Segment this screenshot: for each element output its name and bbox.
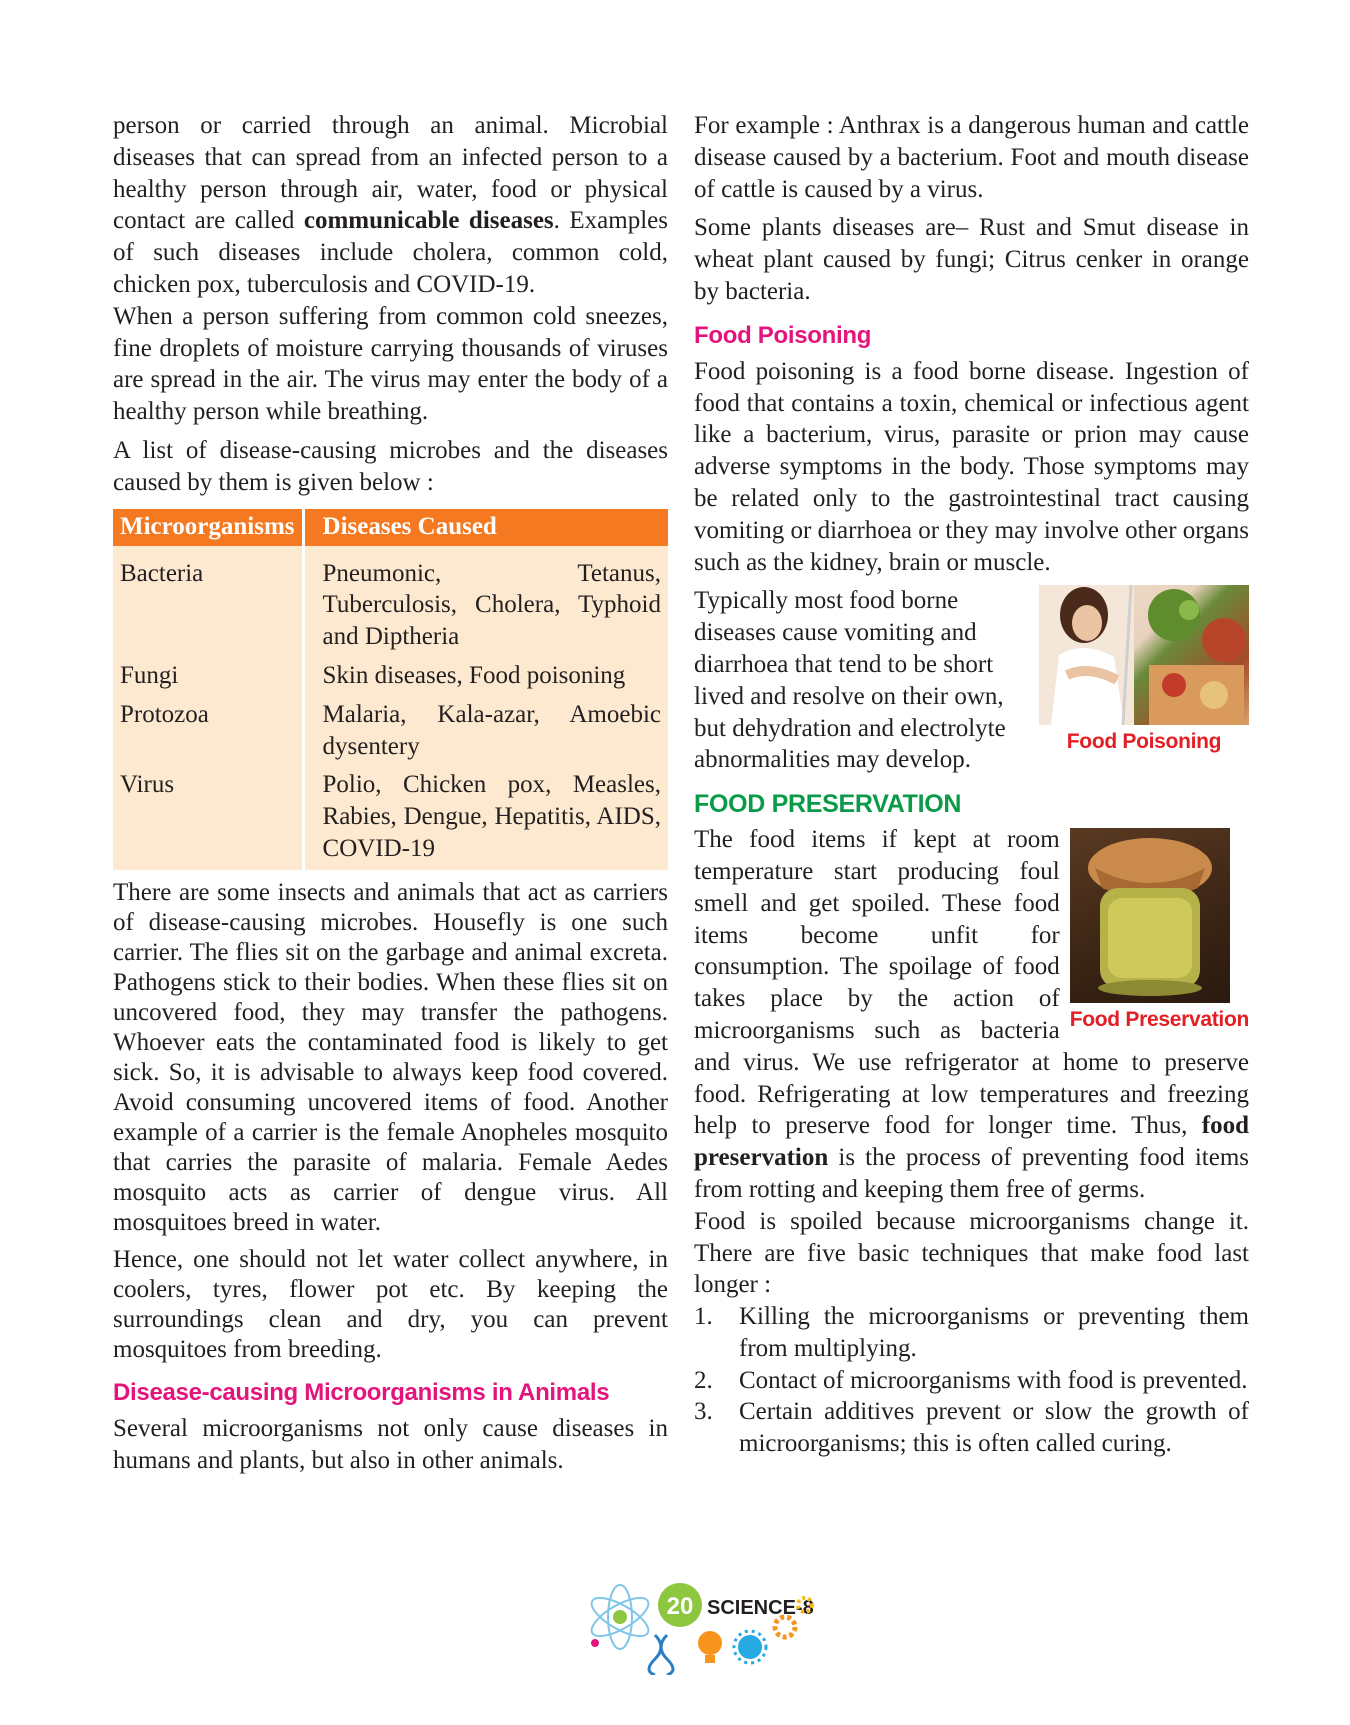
table-row <box>113 767 668 869</box>
table-cell: Fungi <box>120 661 179 689</box>
section-heading: Disease-causing Microorganisms in Animals <box>113 1378 610 1406</box>
section-heading: FOOD PRESERVATION <box>694 790 962 819</box>
table-header-row <box>113 509 668 546</box>
footer-graphic <box>585 1575 845 1675</box>
paragraph: Food is spoiled because microorganisms change it. There are five basic techniques that make food last longer : <box>694 1207 1249 1299</box>
book-title: SCIENCE-8 <box>707 1597 814 1619</box>
table-row <box>113 658 668 697</box>
food-poisoning-image <box>1039 585 1249 725</box>
virus-icon <box>734 1631 766 1663</box>
microbe-disease-table <box>113 509 668 870</box>
food-preservation-image <box>1070 828 1230 1003</box>
bold-term: communicable diseases <box>303 207 554 235</box>
food-poisoning-figure <box>1039 585 1249 755</box>
table-cell: Malaria, Kala-azar, Amoebic dysentery <box>303 697 668 768</box>
list-item: 2. Contact of microorganisms with food is prevented. <box>694 1366 1248 1394</box>
technique-list <box>694 1301 1249 1460</box>
page-number: 20 <box>666 1593 694 1620</box>
paragraph: Hence, one should not let water collect anywhere, in coolers, tyres, flower pot etc. By keeping the surroundings clean and dry, you can prevent mosquitoes from breeding. <box>113 1245 668 1363</box>
atom-icon <box>586 1585 653 1649</box>
paragraph: Food poisoning is a food borne disease. Ingestion of food that contains a toxin, chemical or infectious agent like a bacterium, virus, parasite or prion may cause adverse symptoms in the body. Those symptoms may be related only to the gastrointestinal tract causing vomiting or diarrhoea or they may involve other organs such as the kidney, brain or muscle. <box>694 357 1249 576</box>
paragraph: The food items if kept at room temperature start producing foul smell and get spoiled. These food items become unfit for consumption. The spoilage of food takes place by the action of microorganisms such as bacteria and virus. We use refrigerator at home to preserve food. Refrigerating at low temperatures and freezing help to preserve food for longer time. Thus, food preservation is the process of preventing food items from rotting and keeping them free of germs. <box>694 826 1250 1203</box>
food-poisoning-illustration <box>1039 585 1249 725</box>
list-item: 3. Certain additives prevent or slow the growth of microorganisms; this is often called curing. <box>694 1398 1249 1458</box>
paragraph: When a person suffering from common cold sneezes, fine droplets of moisture carrying thousands of viruses are spread in the air. The virus may enter the body of a healthy person while breathing. <box>113 302 668 426</box>
table-cell: Bacteria <box>120 559 204 587</box>
table-cell: Virus <box>120 771 175 799</box>
left-column <box>113 110 668 1483</box>
paragraph: person or carried through an animal. Microbial diseases that can spread from an infected person to a healthy person through air, water, food or physical contact are called communicable diseases. Examples of such diseases include cholera, common cold, chicken pox, tuberculosis and COVID-19. <box>113 112 668 298</box>
paragraph: For example : Anthrax is a dangerous human and cattle disease caused by a bacterium. Foot and mouth disease of cattle is caused by a virus. <box>694 112 1249 203</box>
paragraph: Typically most food borne diseases cause vomiting and diarrhoea that tend to be short lived and resolve on their own, but dehydration and electrolyte abnormalities may develop. <box>694 587 1006 774</box>
lightbulb-icon <box>698 1631 722 1663</box>
table-row <box>113 546 668 658</box>
food-preservation-figure <box>1070 828 1249 1033</box>
figure-caption: Food Poisoning <box>1066 730 1222 754</box>
table-cell: Pneumonic, Tetanus, Tuberculosis, Cholera, Typhoid and Diptheria <box>303 546 668 658</box>
page-footer <box>585 1575 845 1675</box>
paragraph: A list of disease-causing microbes and the diseases caused by them is given below : <box>113 436 668 496</box>
paragraph: Several microorganisms not only cause diseases in humans and plants, but also in other animals. <box>113 1414 668 1474</box>
column-header: Diseases Caused <box>303 509 668 546</box>
paragraph: There are some insects and animals that act as carriers of disease-causing microbes. Housefly is one such carrier. The flies sit on the garbage and animal excreta. Pathogens stick to their bodies. When these flies sit on uncovered food, they may transfer the pathogens. Whoever eats the contaminated food is likely to get sick. So, it is advisable to always keep food covered. Avoid consuming uncovered items of food. Another example of a carrier is the female Anopheles mosquito that carries the parasite of malaria. Female Aedes mosquito acts as carrier of dengue virus. All mosquitoes breed in water. <box>113 878 668 1236</box>
table-row <box>113 697 668 768</box>
dna-icon <box>649 1635 673 1675</box>
section-heading: Food Poisoning <box>694 321 872 349</box>
list-item: 1. Killing the microorganisms or preventing them from multiplying. <box>694 1303 1249 1362</box>
jar-illustration <box>1070 828 1230 1003</box>
figure-caption: Food Preservation <box>1069 1008 1249 1032</box>
paragraph: Some plants diseases are– Rust and Smut disease in wheat plant caused by fungi; Citrus cenker in orange by bacteria. <box>694 214 1249 305</box>
table-cell: Protozoa <box>120 700 209 728</box>
right-column <box>694 110 1249 1460</box>
bold-term: food preservation <box>694 1112 1250 1172</box>
table-cell: Polio, Chicken pox, Measles, Rabies, Dengue, Hepatitis, AIDS, COVID-19 <box>303 767 668 869</box>
column-header: Microorganisms <box>113 509 303 546</box>
table-cell: Skin diseases, Food poisoning <box>303 658 668 697</box>
